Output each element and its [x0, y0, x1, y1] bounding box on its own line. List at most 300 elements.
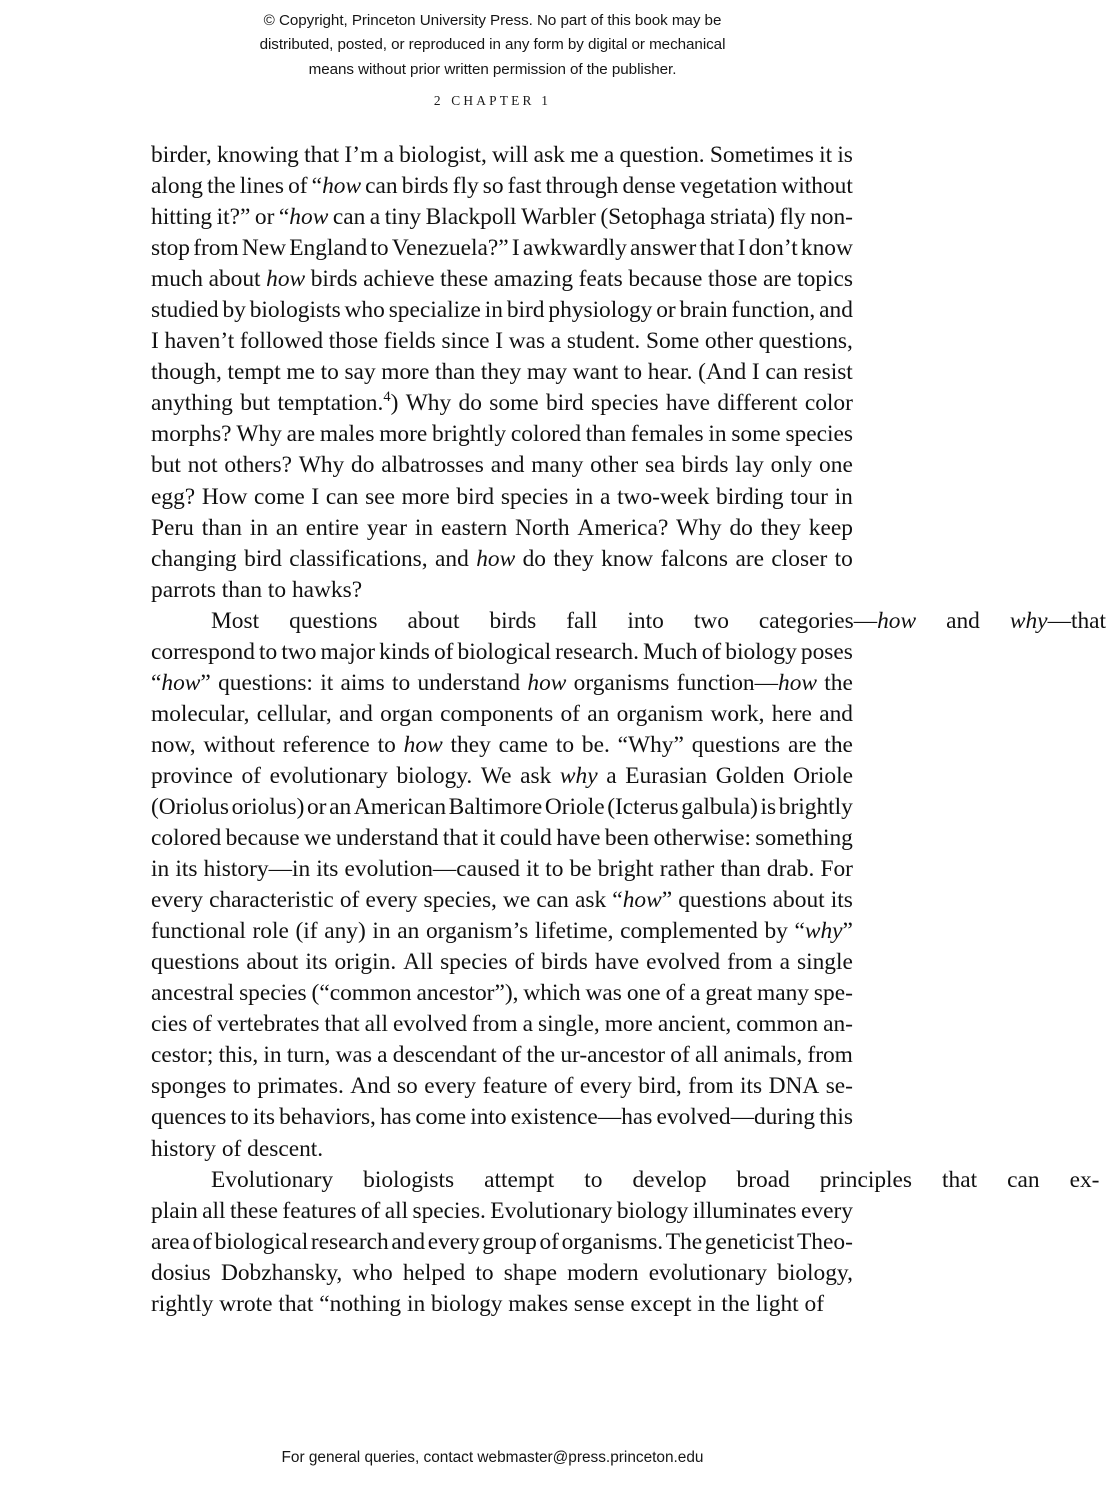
- body-word: males: [319, 421, 375, 448]
- body-word: keep: [808, 514, 853, 541]
- body-word: of: [665, 980, 686, 1007]
- body-word: ancestral: [151, 980, 235, 1007]
- body-word: that: [324, 1011, 360, 1038]
- body-word: question.: [619, 142, 705, 168]
- body-word: do: [729, 514, 753, 541]
- body-word: others?: [224, 452, 292, 479]
- body-word: every: [427, 1228, 480, 1255]
- body-word: of: [701, 638, 722, 665]
- body-word: how: [527, 669, 567, 696]
- body-word: evolved—during: [656, 1104, 816, 1131]
- body-word: it?”: [216, 204, 251, 231]
- body-word: many: [531, 452, 584, 479]
- body-word: from: [807, 1042, 853, 1069]
- body-word: broad: [736, 1166, 790, 1193]
- body-line: [151, 668, 853, 699]
- body-word: temptation.$^4$): [277, 389, 399, 417]
- body-word: falcons: [660, 545, 729, 572]
- body-word: And: [350, 1073, 391, 1100]
- body-word: “how: [311, 173, 362, 200]
- body-word: ask: [575, 887, 607, 914]
- body-line: [151, 1071, 853, 1102]
- body-word: Most: [211, 607, 260, 634]
- body-word: followed: [239, 328, 324, 355]
- body-word: biologist,: [399, 142, 487, 168]
- body-word: group: [482, 1228, 537, 1255]
- body-line: [151, 823, 853, 854]
- body-word: and: [490, 452, 525, 479]
- body-word: Eurasian: [625, 762, 708, 789]
- body-word: many: [757, 980, 809, 1007]
- body-word: that: [304, 142, 340, 168]
- body-word: vertebrates: [216, 1011, 320, 1038]
- body-word: that: [442, 825, 478, 852]
- body-word: in: [263, 1042, 282, 1069]
- body-word: Sometimes: [709, 142, 814, 168]
- body-line: [151, 978, 853, 1009]
- body-word: history—in: [203, 856, 311, 883]
- body-word: Baltimore: [448, 793, 543, 820]
- body-word: species: [591, 390, 659, 417]
- body-word: molecular,: [151, 700, 250, 727]
- body-word: shape: [503, 1259, 557, 1286]
- body-word: studied: [151, 297, 219, 324]
- body-word: was: [335, 1042, 372, 1069]
- body-word: or: [656, 297, 676, 324]
- body-word: questions:: [218, 669, 313, 696]
- body-word: bird,: [638, 1073, 682, 1100]
- body-word: of: [553, 1073, 574, 1100]
- body-line: [151, 450, 853, 481]
- body-word: about: [772, 887, 825, 914]
- body-word: why—that: [1009, 607, 1106, 634]
- body-word: along: [151, 173, 203, 200]
- body-word: and: [435, 545, 469, 572]
- body-text-column: [151, 140, 1106, 1320]
- body-word: I: [751, 359, 760, 386]
- body-word: questions: [289, 607, 378, 634]
- body-word: I: [511, 235, 520, 262]
- body-word: ancestor”),: [416, 980, 519, 1007]
- body-word: came: [498, 731, 548, 758]
- body-word: knowing: [217, 142, 299, 168]
- body-line: [151, 637, 853, 668]
- body-word: a: [522, 1011, 533, 1038]
- body-word: of: [241, 762, 261, 789]
- body-word: understand: [335, 825, 439, 852]
- body-line: [151, 1040, 853, 1071]
- body-word: bird: [456, 483, 495, 510]
- body-word: Venezuela?”: [391, 235, 509, 262]
- body-word: has: [380, 1104, 412, 1131]
- body-word: Dobzhansky,: [220, 1259, 343, 1286]
- body-word: cellular,: [256, 700, 332, 727]
- body-word: every: [579, 1073, 632, 1100]
- body-line: [151, 264, 853, 295]
- body-word: biology: [616, 1197, 689, 1224]
- body-word: brain: [679, 297, 728, 324]
- body-word: it: [320, 669, 334, 696]
- body-word: “how”: [151, 669, 211, 696]
- body-word: biologists: [363, 1166, 455, 1193]
- body-line: [151, 916, 853, 947]
- body-word: now,: [151, 731, 196, 758]
- body-word: will: [492, 142, 529, 168]
- body-word: come: [415, 1104, 467, 1131]
- body-word: in: [575, 483, 594, 510]
- body-line: [151, 171, 853, 202]
- body-word: birding: [716, 483, 784, 510]
- copyright-notice: [0, 9, 985, 82]
- body-word: function—how: [676, 669, 818, 696]
- body-word: in: [484, 297, 503, 324]
- body-word: colored: [151, 825, 222, 852]
- body-line: [151, 1258, 853, 1289]
- body-word: of: [192, 1011, 212, 1038]
- body-word: more: [604, 1011, 653, 1038]
- body-word: how: [266, 266, 306, 293]
- body-word: hear.: [647, 359, 693, 386]
- body-word: into: [627, 607, 664, 634]
- body-word: (Setophaga: [600, 204, 706, 231]
- body-word: non-: [810, 204, 853, 231]
- body-word: been: [604, 825, 650, 852]
- body-word: than: [434, 359, 476, 386]
- body-word: than: [201, 514, 242, 541]
- body-word: DNA: [768, 1073, 820, 1100]
- body-word: every: [365, 887, 418, 914]
- body-word: of: [539, 1228, 559, 1255]
- body-word: every: [151, 887, 203, 914]
- copyright-notice-line-1: © Copyright, Princeton University Press. No part of this book may be: [263, 12, 722, 29]
- body-word: common: [736, 1011, 819, 1038]
- body-word: those: [328, 328, 379, 355]
- body-word: biological: [457, 638, 552, 665]
- body-word: modern: [567, 1259, 639, 1286]
- body-word: major: [320, 638, 376, 665]
- body-word: so: [482, 173, 504, 200]
- body-word: I: [311, 483, 320, 510]
- body-word: brightly: [778, 793, 853, 820]
- body-word: geneticist: [704, 1228, 795, 1255]
- body-word: that: [699, 235, 735, 262]
- body-word: fast: [507, 173, 542, 200]
- body-word: to: [320, 359, 339, 386]
- body-word: of: [433, 638, 454, 665]
- body-word: evolutionary: [269, 762, 388, 789]
- body-word: Theo-: [797, 1228, 853, 1255]
- body-word: ex-: [1069, 1166, 1100, 1193]
- body-word: birds: [489, 607, 537, 634]
- body-word: achieve: [363, 266, 435, 293]
- body-word: in: [249, 514, 269, 541]
- body-word: Oriole: [793, 762, 853, 789]
- body-word: since: [441, 328, 490, 355]
- body-word: Oriole: [544, 793, 605, 820]
- body-word: who: [344, 297, 385, 324]
- body-word: we: [503, 887, 531, 914]
- body-word: All: [403, 949, 434, 976]
- body-word: a: [603, 142, 615, 168]
- body-word: are: [762, 266, 792, 293]
- body-word: of: [501, 1042, 522, 1069]
- body-word: amazing: [493, 266, 574, 293]
- body-word: understand: [417, 669, 521, 696]
- body-line: [151, 761, 853, 792]
- body-word: evolved: [646, 949, 721, 976]
- body-word: they: [480, 359, 522, 386]
- body-word: can: [536, 887, 569, 914]
- body-word: aims: [340, 669, 385, 696]
- body-word: lifetime,: [534, 918, 614, 945]
- body-word: functional: [151, 918, 246, 945]
- body-word: brightly: [432, 421, 507, 448]
- body-word: it: [819, 142, 833, 168]
- body-word: the: [526, 1042, 556, 1069]
- body-word: species: [785, 421, 853, 448]
- body-word: more: [379, 421, 428, 448]
- body-word: physiology: [548, 297, 653, 324]
- body-word: of: [360, 1197, 381, 1224]
- body-word: evolutionary: [648, 1259, 767, 1286]
- body-word: bird: [506, 297, 545, 324]
- body-word: ur-ancestor: [560, 1042, 666, 1069]
- body-word: all: [384, 1197, 409, 1224]
- body-word: drab.: [766, 856, 815, 883]
- body-word: from: [472, 1011, 518, 1038]
- body-word: area: [151, 1228, 190, 1255]
- body-word: eastern: [440, 514, 508, 541]
- body-word: me: [570, 142, 599, 168]
- body-word: colored: [510, 421, 582, 448]
- body-word: the: [207, 173, 236, 200]
- body-word: know: [800, 235, 853, 262]
- body-word: a: [606, 762, 617, 789]
- body-word: ancient,: [657, 1011, 732, 1038]
- footer-notice: For general queries, contact webmaster@press.princeton.edu: [281, 1449, 704, 1466]
- body-line: [151, 326, 853, 357]
- body-word: want: [572, 359, 619, 386]
- body-word: birds: [541, 949, 588, 976]
- body-line: [151, 792, 853, 823]
- body-word: existence—has: [510, 1104, 653, 1131]
- body-word: can: [332, 204, 366, 231]
- body-word: fields: [383, 328, 436, 355]
- body-word: albatrosses: [381, 452, 484, 479]
- body-word: (Icterus: [607, 793, 679, 820]
- body-word: birds: [681, 452, 729, 479]
- body-word: here: [771, 700, 812, 727]
- body-word: how: [476, 545, 516, 572]
- body-word: dosius: [151, 1259, 211, 1286]
- body-word: tiny: [384, 204, 422, 231]
- body-word: spe-: [813, 980, 853, 1007]
- body-word: “how: [278, 204, 329, 231]
- body-word: can: [1007, 1166, 1040, 1193]
- body-line: parrots than to hawks?: [151, 576, 363, 603]
- body-word: bird: [244, 545, 282, 572]
- body-word: dense: [622, 173, 676, 200]
- body-word: through: [545, 173, 619, 200]
- body-word: only: [770, 452, 813, 479]
- body-line: [151, 1009, 853, 1040]
- body-word: organisms.: [561, 1228, 664, 1255]
- body-word: province: [151, 762, 233, 789]
- body-word: the: [824, 669, 853, 696]
- body-word: which: [523, 980, 581, 1007]
- body-word: in: [151, 856, 170, 883]
- body-word: egg?: [151, 483, 196, 510]
- body-word: from: [193, 235, 239, 262]
- body-word: have: [594, 949, 640, 976]
- body-word: For: [820, 856, 853, 883]
- body-word: may: [526, 359, 568, 386]
- body-word: two: [693, 607, 729, 634]
- body-word: biological: [214, 1228, 309, 1255]
- body-word: rather: [659, 856, 715, 883]
- body-word: of: [560, 700, 580, 727]
- body-word: biology.: [396, 762, 473, 789]
- body-word: to: [370, 235, 389, 262]
- body-word: oriolus): [231, 793, 305, 820]
- body-word: different: [717, 390, 798, 417]
- body-word: of: [192, 1228, 213, 1255]
- body-word: though,: [151, 359, 222, 386]
- body-word: so: [396, 1073, 418, 1100]
- body-word: Peru: [151, 514, 194, 541]
- body-word: by: [764, 918, 788, 945]
- body-word: We: [480, 762, 512, 789]
- body-word: helped: [402, 1259, 466, 1286]
- body-word: a: [690, 980, 701, 1007]
- body-word: me: [286, 359, 315, 386]
- body-word: of: [288, 173, 308, 200]
- body-word: primates.: [257, 1073, 344, 1100]
- body-word: Warbler: [521, 204, 596, 231]
- body-word: any): [324, 918, 366, 945]
- body-word: features: [282, 1197, 357, 1224]
- body-word: Golden: [715, 762, 785, 789]
- body-word: fly: [779, 204, 806, 231]
- body-word: an: [329, 793, 352, 820]
- body-word: we: [304, 825, 332, 852]
- body-line: [151, 606, 1106, 637]
- body-word: American: [353, 793, 447, 820]
- body-word: females: [630, 421, 704, 448]
- body-line: rightly wrote that “nothing in biology makes sense except in the light of: [151, 1290, 824, 1317]
- body-word: was: [508, 328, 546, 355]
- body-word: organism’s: [425, 918, 529, 945]
- body-word: fall: [566, 607, 598, 634]
- body-word: some: [731, 421, 781, 448]
- body-word: can: [325, 483, 359, 510]
- body-word: vegetation: [679, 173, 778, 200]
- body-word: student.: [566, 328, 641, 355]
- body-word: an: [397, 918, 420, 945]
- body-word: the: [824, 731, 853, 758]
- body-word: color: [804, 390, 853, 417]
- body-word: why: [559, 762, 598, 789]
- body-word: could: [499, 825, 552, 852]
- body-word: questions: [691, 731, 781, 758]
- body-word: more: [401, 483, 450, 510]
- body-line: [151, 1227, 853, 1258]
- body-word: biology,: [777, 1259, 853, 1286]
- body-word: principles: [819, 1166, 913, 1193]
- body-word: haven’t: [164, 328, 235, 355]
- body-word: a: [377, 1042, 388, 1069]
- body-word: of: [339, 887, 360, 914]
- body-line: [151, 357, 853, 388]
- body-word: role: [252, 918, 289, 945]
- body-word: all: [695, 1042, 719, 1069]
- body-word: how: [403, 731, 443, 758]
- body-word: ask: [533, 142, 565, 168]
- body-word: hitting: [151, 204, 213, 231]
- body-line: [151, 699, 853, 730]
- running-head: [0, 93, 985, 109]
- body-word: I’m: [344, 142, 379, 168]
- body-line: [151, 140, 853, 171]
- body-word: “Why”: [617, 731, 684, 758]
- body-word: Much: [643, 638, 698, 665]
- body-word: components: [440, 700, 554, 727]
- body-word: (if: [295, 918, 318, 945]
- body-word: species: [239, 980, 307, 1007]
- body-word: to: [475, 1259, 494, 1286]
- body-word: anything: [151, 390, 233, 417]
- body-word: birder,: [151, 142, 212, 168]
- body-word: reference: [282, 731, 370, 758]
- body-word: it: [482, 825, 496, 852]
- body-word: about: [407, 607, 460, 634]
- body-line: [151, 1165, 1100, 1196]
- body-word: Why: [298, 452, 345, 479]
- body-word: function,: [731, 297, 816, 324]
- body-line: [151, 730, 853, 761]
- body-word: (“common: [311, 980, 412, 1007]
- body-word: not: [187, 452, 218, 479]
- body-word: do: [522, 545, 546, 572]
- body-word: to: [232, 1073, 251, 1100]
- body-word: and: [819, 700, 853, 727]
- body-word: evolved: [393, 1011, 468, 1038]
- page-folio-number: 2: [433, 93, 442, 108]
- body-word: a: [383, 142, 394, 168]
- body-word: species.: [412, 1197, 486, 1224]
- body-word: lines: [239, 173, 284, 200]
- body-word: know: [601, 545, 654, 572]
- body-word: do: [351, 452, 375, 479]
- body-word: morphs?: [151, 421, 232, 448]
- body-word: of: [670, 1042, 690, 1069]
- body-word: be: [569, 856, 592, 883]
- body-word: sponges: [151, 1073, 227, 1100]
- body-word: and: [946, 607, 980, 634]
- body-word: great: [705, 980, 753, 1007]
- body-word: categories—how: [758, 607, 917, 634]
- body-word: bright: [597, 856, 654, 883]
- body-word: turn,: [286, 1042, 331, 1069]
- body-word: its: [740, 1073, 763, 1100]
- body-line: [151, 854, 853, 885]
- body-word: are: [787, 731, 817, 758]
- body-word: without: [781, 173, 853, 200]
- body-word: come: [254, 483, 305, 510]
- body-word: year: [366, 514, 408, 541]
- body-word: Why: [405, 390, 452, 417]
- body-word: can: [365, 173, 398, 200]
